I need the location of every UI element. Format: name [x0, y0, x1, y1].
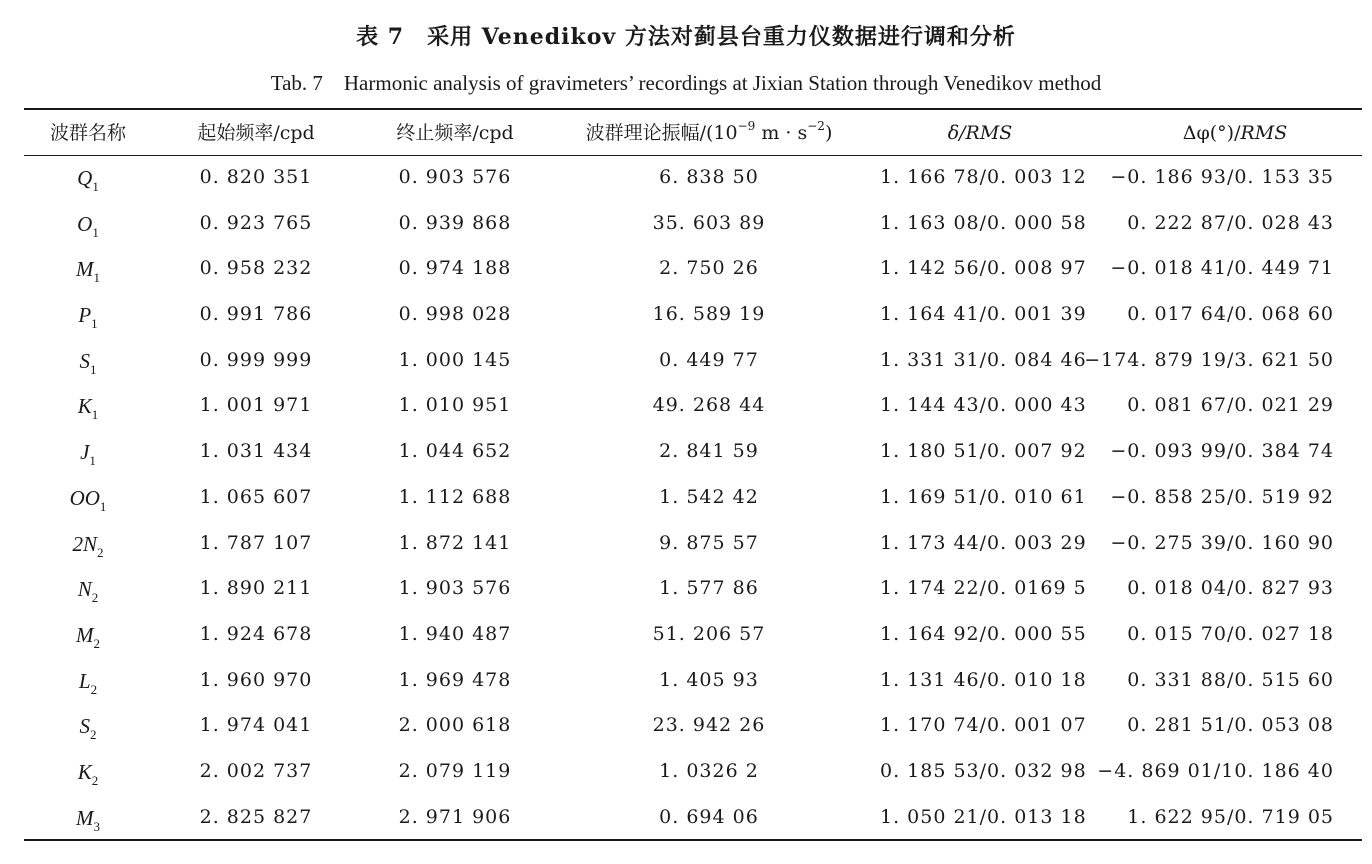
phase-rms-cell: 0. 018 04/0. 827 93: [1127, 577, 1334, 600]
theoretical-amplitude-cell: 35. 603 89: [652, 211, 766, 234]
wave-group-symbol: N: [77, 577, 92, 602]
table-title-cn: 表 7 采用 Venedikov 方法对蓟县台重力仪数据进行调和分析: [356, 24, 1016, 50]
start-frequency-cell: 0. 999 999: [199, 348, 313, 371]
start-frequency-cell: 0. 820 351: [199, 166, 313, 188]
table-row: [0, 522, 1372, 568]
start-frequency-cell: 1. 001 971: [199, 394, 313, 417]
phase-rms-cell: −174. 879 19/3. 621 50: [1084, 348, 1334, 371]
table-row: [0, 750, 1372, 796]
phase-rms-cell: 0. 081 67/0. 021 29: [1127, 394, 1334, 417]
start-frequency-cell: 0. 923 765: [199, 211, 313, 234]
wave-group-subscript: 1: [90, 361, 97, 377]
wave-group-symbol: K: [77, 394, 92, 419]
wave-group-subscript: 2: [90, 727, 97, 743]
end-frequency-cell: 0. 903 576: [398, 166, 512, 188]
wave-group-subscript: 2: [93, 635, 100, 651]
theoretical-amplitude-cell: 9. 875 57: [659, 531, 759, 554]
header-start-frequency: 起始频率/cpd: [197, 122, 315, 144]
theoretical-amplitude-cell: 51. 206 57: [652, 622, 766, 645]
delta-rms-cell: 1. 166 78/0. 003 12: [880, 166, 1087, 188]
table-row: [0, 659, 1372, 705]
table-row: [0, 430, 1372, 476]
start-frequency-cell: 1. 787 107: [199, 531, 313, 554]
start-frequency-cell: 1. 890 211: [199, 577, 313, 600]
wave-group-symbol: P: [78, 303, 92, 328]
wave-group-name: [34, 485, 142, 514]
wave-group-symbol: K: [77, 759, 92, 784]
delta-rms-cell: 1. 164 92/0. 000 55: [880, 622, 1087, 645]
wave-group-name: [34, 257, 142, 286]
wave-group-symbol: M: [76, 622, 94, 647]
end-frequency-cell: 1. 112 688: [398, 485, 512, 508]
wave-group-name: [34, 166, 142, 194]
end-frequency-cell: 1. 010 951: [398, 394, 512, 417]
table-row: [0, 613, 1372, 659]
wave-group-symbol: J: [80, 440, 90, 465]
wave-group-name: [34, 211, 142, 240]
end-frequency-cell: 1. 940 487: [398, 622, 512, 645]
delta-rms-cell: 1. 170 74/0. 001 07: [880, 714, 1087, 737]
wave-group-name: [34, 531, 142, 560]
delta-rms-cell: 1. 131 46/0. 010 18: [880, 668, 1087, 691]
table-top-rule: [24, 108, 1362, 110]
wave-group-symbol: Q: [77, 166, 93, 190]
header-end-frequency: 终止频率/cpd: [396, 122, 514, 144]
table-row: [0, 339, 1372, 385]
delta-rms-cell: 0. 185 53/0. 032 98: [880, 759, 1087, 782]
theoretical-amplitude-cell: 6. 838 50: [659, 166, 759, 188]
wave-group-name: [34, 622, 142, 651]
end-frequency-cell: 0. 998 028: [398, 303, 512, 326]
end-frequency-cell: 2. 000 618: [398, 714, 512, 737]
theoretical-amplitude-cell: 49. 268 44: [652, 394, 766, 417]
start-frequency-cell: 1. 031 434: [199, 440, 313, 463]
phase-rms-cell: −0. 275 39/0. 160 90: [1110, 531, 1334, 554]
wave-group-subscript: 1: [91, 407, 99, 423]
start-frequency-cell: 1. 065 607: [199, 485, 313, 508]
phase-rms-cell: 0. 017 64/0. 068 60: [1127, 303, 1334, 326]
delta-rms-cell: 1. 050 21/0. 013 18: [880, 805, 1087, 828]
wave-group-symbol: OO: [69, 485, 100, 510]
theoretical-amplitude-cell: 1. 542 42: [659, 485, 759, 508]
phase-rms-cell: 0. 222 87/0. 028 43: [1127, 211, 1334, 234]
wave-group-subscript: 1: [93, 270, 100, 286]
theoretical-amplitude-cell: 1. 577 86: [659, 577, 759, 600]
theoretical-amplitude-cell: 23. 942 26: [652, 714, 766, 737]
delta-rms-cell: 1. 173 44/0. 003 29: [880, 531, 1087, 554]
wave-group-subscript: 2: [97, 544, 104, 560]
theoretical-amplitude-cell: 2. 750 26: [659, 257, 759, 280]
phase-rms-cell: 1. 622 95/0. 719 05: [1127, 805, 1334, 828]
delta-rms-cell: 1. 164 41/0. 001 39: [880, 303, 1087, 326]
table-row: [0, 796, 1372, 842]
table-row: [0, 567, 1372, 613]
wave-group-symbol: O: [77, 211, 93, 236]
phase-rms-cell: −0. 018 41/0. 449 71: [1110, 257, 1334, 280]
end-frequency-cell: 0. 974 188: [398, 257, 512, 280]
delta-rms-cell: 1. 174 22/0. 0169 5: [880, 577, 1087, 600]
wave-group-name: [34, 394, 142, 423]
end-frequency-cell: 1. 872 141: [398, 531, 512, 554]
wave-group-symbol: S: [79, 714, 90, 739]
wave-group-name: [34, 577, 142, 606]
phase-rms-cell: −0. 858 25/0. 519 92: [1110, 485, 1334, 508]
wave-group-symbol: S: [79, 348, 90, 373]
table-row: [0, 476, 1372, 522]
theoretical-amplitude-cell: 16. 589 19: [652, 303, 766, 326]
delta-rms-cell: 1. 163 08/0. 000 58: [880, 211, 1087, 234]
table-row: [0, 247, 1372, 293]
start-frequency-cell: 1. 974 041: [199, 714, 313, 737]
theoretical-amplitude-cell: 1. 0326 2: [659, 759, 759, 782]
start-frequency-cell: 1. 960 970: [199, 668, 313, 691]
wave-group-subscript: 2: [91, 772, 99, 788]
header-wave-group-name: 波群名称: [49, 122, 126, 144]
table-row: [0, 293, 1372, 339]
wave-group-name: [34, 440, 142, 469]
table-title-en: Tab. 7 Harmonic analysis of gravimeters’ recordings at Jixian Station through Venedikov method: [270, 71, 1102, 95]
wave-group-symbol: M: [76, 805, 94, 830]
start-frequency-cell: 1. 924 678: [199, 622, 313, 645]
start-frequency-cell: 0. 991 786: [199, 303, 313, 326]
wave-group-name: [34, 668, 142, 697]
table-row: [0, 704, 1372, 750]
header-theoretical-amplitude: 波群理论振幅$/(10^{-9}$ $m \cdot s^{-2}$): [585, 119, 833, 144]
wave-group-subscript: 1: [89, 453, 96, 469]
wave-group-name: [34, 303, 142, 332]
theoretical-amplitude-cell: 0. 694 06: [659, 805, 759, 828]
wave-group-subscript: 2: [91, 590, 99, 606]
header-delta-rms: δ/RMS: [947, 122, 1013, 144]
wave-group-name: [34, 805, 142, 834]
phase-rms-cell: 0. 015 70/0. 027 18: [1127, 622, 1334, 645]
start-frequency-cell: 0. 958 232: [199, 257, 313, 280]
header-phase-rms: Δφ(°)/RMS: [1182, 122, 1288, 144]
phase-rms-cell: 0. 331 88/0. 515 60: [1127, 668, 1334, 691]
phase-rms-cell: −0. 186 93/0. 153 35: [1110, 166, 1334, 188]
wave-group-symbol: M: [76, 257, 94, 282]
wave-group-subscript: 3: [93, 818, 100, 834]
wave-group-name: [34, 348, 142, 377]
wave-group-subscript: 1: [99, 498, 107, 514]
end-frequency-cell: 0. 939 868: [398, 211, 512, 234]
end-frequency-cell: 2. 079 119: [398, 759, 512, 782]
wave-group-name: [34, 714, 142, 743]
wave-group-symbol: L: [78, 668, 91, 693]
end-frequency-cell: 1. 969 478: [398, 668, 512, 691]
phase-rms-cell: 0. 281 51/0. 053 08: [1127, 714, 1334, 737]
theoretical-amplitude-cell: 2. 841 59: [659, 440, 759, 463]
wave-group-symbol: 2N: [72, 531, 97, 556]
end-frequency-cell: 1. 000 145: [398, 348, 512, 371]
end-frequency-cell: 2. 971 906: [398, 805, 512, 828]
wave-group-subscript: 1: [91, 316, 98, 332]
end-frequency-cell: 1. 044 652: [398, 440, 512, 463]
table-row: [0, 384, 1372, 430]
table-row: [0, 202, 1372, 248]
delta-rms-cell: 1. 331 31/0. 084 46: [880, 348, 1087, 371]
delta-rms-cell: 1. 169 51/0. 010 61: [880, 485, 1087, 508]
table-body: [0, 156, 1372, 841]
start-frequency-cell: 2. 825 827: [199, 805, 313, 828]
delta-rms-cell: 1. 142 56/0. 008 97: [880, 257, 1087, 280]
end-frequency-cell: 1. 903 576: [398, 577, 512, 600]
table-bottom-rule: [24, 839, 1362, 841]
theoretical-amplitude-cell: 0. 449 77: [659, 348, 759, 371]
wave-group-name: [34, 759, 142, 788]
table-row: [0, 156, 1372, 202]
delta-rms-cell: 1. 180 51/0. 007 92: [880, 440, 1087, 463]
delta-rms-cell: 1. 144 43/0. 000 43: [880, 394, 1087, 417]
phase-rms-cell: −0. 093 99/0. 384 74: [1110, 440, 1334, 463]
theoretical-amplitude-cell: 1. 405 93: [659, 668, 759, 691]
phase-rms-cell: −4. 869 01/10. 186 40: [1097, 759, 1334, 782]
wave-group-subscript: 2: [90, 681, 98, 697]
wave-group-subscript: 1: [92, 224, 99, 240]
start-frequency-cell: 2. 002 737: [199, 759, 313, 782]
wave-group-subscript: 1: [92, 179, 99, 194]
